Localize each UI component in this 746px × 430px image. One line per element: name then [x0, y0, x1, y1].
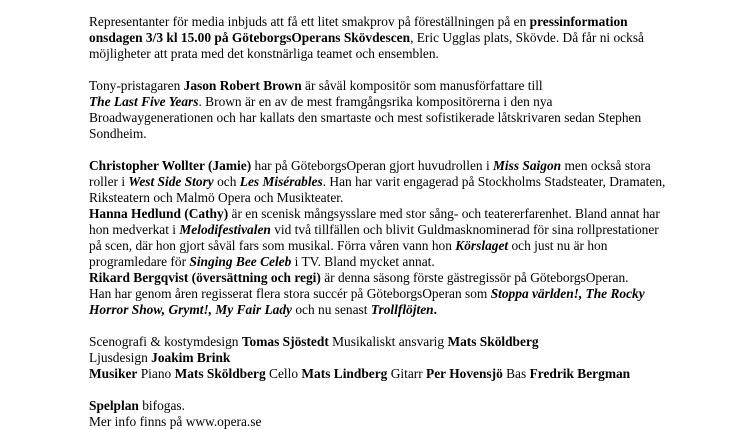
- text: Han har genom åren regisserat flera stora succér på GöteborgsOperan som: [89, 286, 491, 301]
- credit-role: Cello: [265, 366, 302, 381]
- credit-name: Joakim Brink: [151, 350, 231, 365]
- paragraph-gap: [89, 318, 729, 334]
- text: bifogas.: [138, 398, 185, 413]
- press-invitation-paragraph: [89, 14, 729, 62]
- credit-role: Ljusdesign: [89, 350, 152, 365]
- show-title: Horror Show, Grymt!, My Fair Lady: [89, 302, 292, 317]
- press-info-date-bold: onsdagen 3/3 kl 15.00 på GöteborgsOperans Skövdescen: [89, 30, 411, 45]
- credit-name: Mats Sköldberg: [174, 366, 266, 381]
- text: är en scenisk mångsysslare med stor sång- och teatererfarenhet. Bland annat har: [228, 206, 660, 221]
- text: roller i: [89, 174, 129, 189]
- text: på scen, där hon gjort såväl fars som musikal. Förra våren vann hon: [89, 238, 456, 253]
- text: och just nu är hon: [508, 238, 608, 253]
- text: vid två tillfällen och blivit Guldmasknominerad för sina rollprestationer: [270, 222, 659, 237]
- text: har på GöteborgsOperan gjort huvudrollen i: [251, 158, 494, 173]
- text: Sondheim.: [89, 126, 147, 141]
- show-title: Les Misérables: [239, 174, 323, 189]
- paragraph-gap: [89, 382, 729, 398]
- composer-name: Jason Robert Brown: [183, 78, 302, 93]
- text: i TV. Bland mycket annat.: [291, 254, 435, 269]
- text: och: [213, 174, 240, 189]
- footer-paragraph: [89, 398, 729, 430]
- text: är denna säsong förste gästregissör på GöteborgsOperan.: [320, 270, 629, 285]
- show-title: Melodifestivalen: [179, 222, 271, 237]
- paragraph-gap: [89, 62, 729, 78]
- credit-role: Musikaliskt ansvarig: [328, 334, 448, 349]
- text: .: [433, 302, 437, 317]
- credits-paragraph: [89, 334, 729, 382]
- composer-paragraph: [89, 78, 729, 142]
- show-title: Trollflöjten: [370, 302, 434, 317]
- press-info-bold: pressinformation: [529, 14, 628, 29]
- show-title: The Last Five Years: [89, 94, 199, 109]
- show-title: Körslaget: [455, 238, 509, 253]
- text: Tony-pristagaren: [89, 78, 184, 93]
- paragraph-gap: [89, 142, 729, 158]
- credit-name: Mats Sköldberg: [447, 334, 539, 349]
- credit-name: Mats Lindberg: [301, 366, 388, 381]
- show-title: Miss Saigon: [493, 158, 562, 173]
- show-title: West Side Story: [128, 174, 214, 189]
- cast-name-cathy: Hanna Hedlund (Cathy): [89, 206, 229, 221]
- credit-name: Fredrik Bergman: [529, 366, 631, 381]
- credit-role: Bas: [502, 366, 530, 381]
- text: är såväl kompositör som manusförfattare till: [301, 78, 543, 93]
- text: Representanter för media inbjuds att få ett litet smakprov på föreställningen på en: [89, 14, 530, 29]
- text: hon medverkat i: [89, 222, 180, 237]
- text: . Brown är en av de mest framgångsrika kompositörerna i den nya: [198, 94, 553, 109]
- cast-name-jamie: Christopher Wollter (Jamie): [89, 158, 252, 173]
- text: möjligheter att prata med det konstnärliga teamet och ensemblen.: [89, 46, 439, 61]
- show-title: Singing Bee Celeb: [189, 254, 292, 269]
- director-name: Rikard Bergqvist (översättning och regi): [89, 270, 321, 285]
- credit-name: Per Hovensjö: [426, 366, 503, 381]
- cast-paragraph: [89, 158, 729, 318]
- document-page: [89, 14, 729, 430]
- credit-name: Tomas Sjöstedt: [241, 334, 329, 349]
- credit-heading: Musiker: [89, 366, 138, 381]
- show-title: Stoppa världen!, The Rocky: [490, 286, 645, 301]
- schedule-label: Spelplan: [89, 398, 139, 413]
- text: , Eric Ugglas plats, Skövde. Då får ni också: [410, 30, 644, 45]
- text: . Han har varit engagerad på Stockholms Stadsteater, Dramaten,: [322, 174, 666, 189]
- text: och nu senast: [292, 302, 371, 317]
- text: Riksteatern och Malmö Opera och Musikteater.: [89, 190, 344, 205]
- credit-role: Piano: [137, 366, 175, 381]
- text: men också stora: [561, 158, 651, 173]
- more-info-text: Mer info finns på www.opera.se: [89, 414, 262, 429]
- text: programledare för: [89, 254, 190, 269]
- credit-role: Gitarr: [387, 366, 427, 381]
- credit-role: Scenografi & kostymdesign: [89, 334, 242, 349]
- text: Broadwaygenerationen och har kallats den smartaste och mest sofistikerade låtskrivaren sedan Stephen: [89, 110, 642, 125]
